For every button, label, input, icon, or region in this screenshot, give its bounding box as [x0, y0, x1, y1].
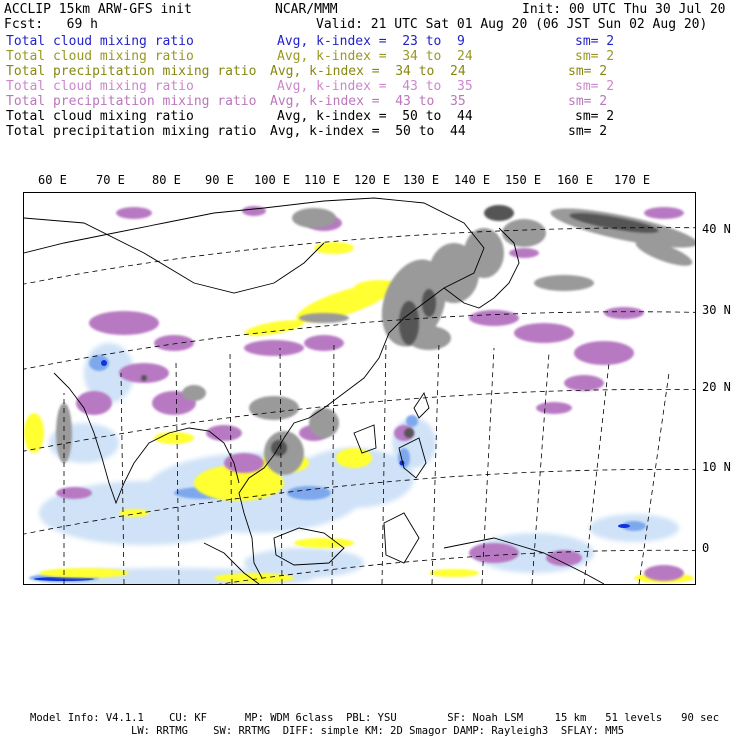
legend-avg: Avg, k-index = 23 to 9	[277, 34, 465, 49]
forecast-map	[24, 193, 695, 584]
model-info-line-2: LW: RRTMG SW: RRTMG DIFF: simple KM: 2D Smagor DAMP: Rayleigh3 SFLAY: MM5	[131, 725, 625, 737]
forecast-hour: Fcst: 69 h	[4, 17, 98, 32]
model-title: ACCLIP 15km ARW-GFS init	[4, 2, 192, 17]
legend-avg: Avg, k-index = 50 to 44	[270, 124, 466, 139]
legend-field: Total cloud mixing ratio	[6, 34, 194, 49]
lon-label: 150 E	[505, 173, 542, 187]
legend-avg: Avg, k-index = 34 to 24	[270, 64, 466, 79]
legend-field: Total precipitation mixing ratio	[6, 124, 257, 139]
legend-avg: Avg, k-index = 34 to 24	[277, 49, 473, 64]
lon-label: 90 E	[205, 173, 234, 187]
legend-field: Total cloud mixing ratio	[6, 49, 194, 64]
lon-label: 70 E	[96, 173, 125, 187]
model-info-line-1: Model Info: V4.1.1 CU: KF MP: WDM 6class PBL: YSU SF: Noah LSM 15 km 51 levels 90 sec	[30, 712, 720, 724]
lat-label: 40 N	[702, 222, 731, 236]
lat-label: 10 N	[702, 460, 731, 474]
valid-time: Valid: 21 UTC Sat 01 Aug 20 (06 JST Sun 02 Aug 20)	[316, 17, 708, 32]
legend-sm: sm= 2	[575, 34, 615, 49]
init-time: Init: 00 UTC Thu 30 Jul 20	[522, 2, 726, 17]
lat-label: 0	[702, 541, 710, 555]
lat-label: 30 N	[702, 303, 731, 317]
lon-label: 140 E	[454, 173, 491, 187]
lon-label: 130 E	[403, 173, 440, 187]
legend-sm: sm= 2	[568, 124, 608, 139]
legend-field: Total cloud mixing ratio	[6, 109, 194, 124]
legend-sm: sm= 2	[575, 79, 615, 94]
legend-avg: Avg, k-index = 50 to 44	[277, 109, 473, 124]
lat-label: 20 N	[702, 380, 731, 394]
legend-field: Total cloud mixing ratio	[6, 79, 194, 94]
map-panel	[23, 192, 696, 585]
lon-label: 110 E	[304, 173, 341, 187]
high-cloud-field	[56, 201, 695, 475]
legend-sm: sm= 2	[575, 109, 615, 124]
lon-label: 60 E	[38, 173, 67, 187]
legend-avg: Avg, k-index = 43 to 35	[270, 94, 466, 109]
lon-label: 170 E	[614, 173, 651, 187]
lon-label: 160 E	[557, 173, 594, 187]
legend-field: Total precipitation mixing ratio	[6, 94, 257, 109]
lon-label: 100 E	[254, 173, 291, 187]
lon-label: 80 E	[152, 173, 181, 187]
legend-sm: sm= 2	[575, 49, 615, 64]
high-cloud-cores	[141, 205, 659, 456]
legend-sm: sm= 2	[568, 94, 608, 109]
organization-label: NCAR/MMM	[275, 2, 338, 17]
legend-avg: Avg, k-index = 43 to 35	[277, 79, 473, 94]
lon-label: 120 E	[354, 173, 391, 187]
legend-sm: sm= 2	[568, 64, 608, 79]
legend-field: Total precipitation mixing ratio	[6, 64, 257, 79]
